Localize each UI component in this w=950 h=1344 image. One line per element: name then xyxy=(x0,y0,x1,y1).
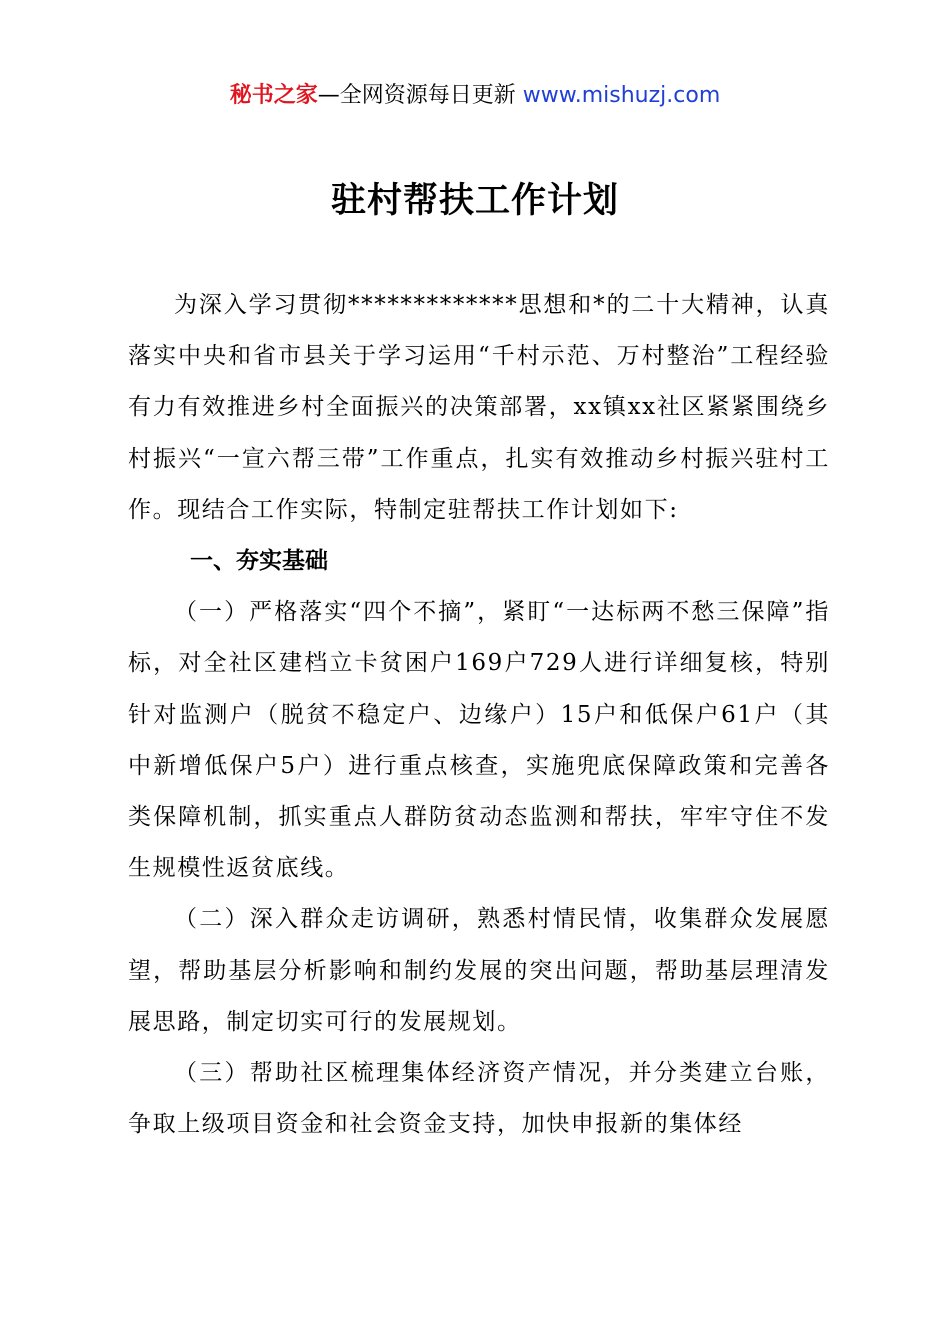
paragraph-item-2: （二）深入群众走访调研，熟悉村情民情，收集群众发展愿望，帮助基层分析影响和制约发展的突出问题，帮助基层理清发展思路，制定切实可行的发展规划。 xyxy=(128,906,830,1035)
paragraph-item-1: （一）严格落实“四个不摘”，紧盯“一达标两不愁三保障”指标，对全社区建档立卡贫困户169户729人进行详细复核，特别针对监测户（脱贫不稳定户、边缘户）15户和低保户61户（其中新增低保户5户）进行重点核查，实施兜底保障政策和完善各类保障机制，抓实重点人群防贫动态监测和帮扶，牢牢守住不发生规模性返贫底线。 xyxy=(128,599,830,882)
section-heading-1: 一、夯实基础 xyxy=(190,548,328,575)
paragraph-item-3: （三）帮助社区梳理集体经济资产情况，并分类建立台账，争取上级项目资金和社会资金支持，加快申报新的集体经 xyxy=(128,1060,830,1138)
document-title: 驻村帮扶工作计划 xyxy=(330,180,619,221)
site-banner xyxy=(0,80,950,112)
site-name: 秘书之家 xyxy=(229,83,318,108)
document-body xyxy=(128,280,830,1150)
site-url-link[interactable]: www.mishuzj.com xyxy=(522,83,721,108)
site-slogan: —全网资源每日更新 xyxy=(317,83,523,108)
intro-paragraph: 为深入学习贯彻*************思想和*的二十大精神，认真落实中央和省市县关于学习运用“千村示范、万村整治”工程经验有力有效推进乡村全面振兴的决策部署，xx镇xx社区紧紧围绕乡村振兴“一宣六帮三带”工作重点，扎实有效推动乡村振兴驻村工作。现结合工作实际，特制定驻帮扶工作计划如下: xyxy=(128,292,830,523)
